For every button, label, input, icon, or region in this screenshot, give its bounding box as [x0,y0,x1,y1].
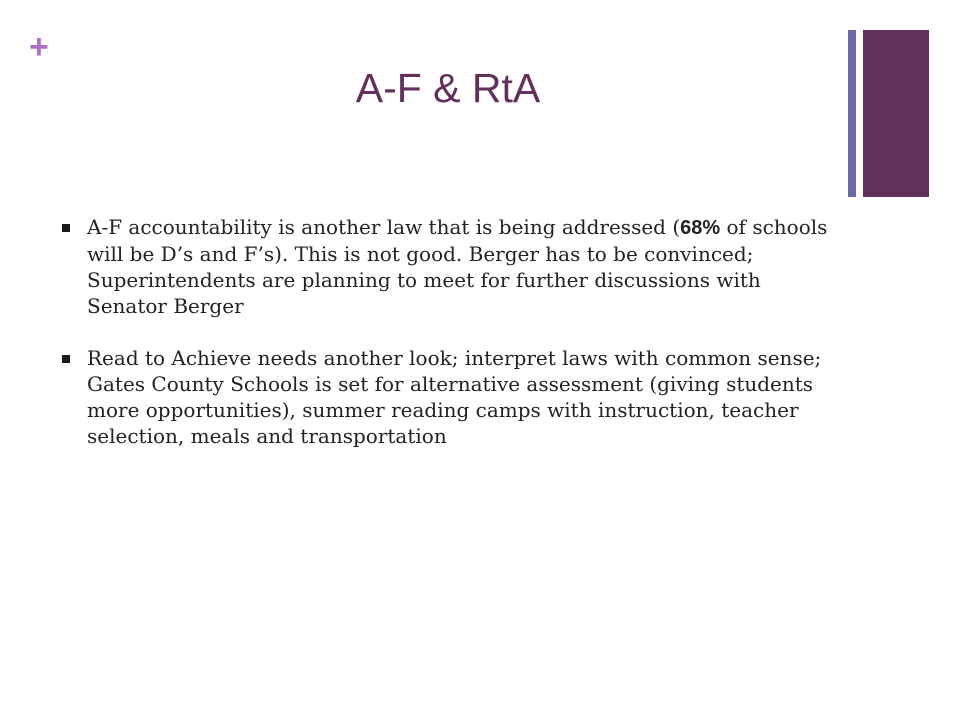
bullet-item-af-accountability [62,214,842,319]
bullet-text-part: A-F accountability is another law that is being addressed ( [87,215,681,239]
bullet-text-part: of schools will be D’s and F’s). This is not good. Berger has to be convinced; Superintendents are planning to meet for further discussions with Senator Berger [87,215,828,318]
slide-title: A-F & RtA [355,65,541,111]
bullet-text: Read to Achieve needs another look; interpret laws with common sense; Gates County Schools is set for alternative assessment (giving students more opportunities), summer reading camps with instruction, teacher selection, meals and transportation [87,346,822,448]
square-bullet-icon [62,355,70,363]
percentage-highlight: 68% [680,217,721,239]
square-bullet-icon [62,224,70,232]
bullet-list [62,214,842,475]
plus-icon: + [29,28,49,66]
bullet-item-read-to-achieve [62,345,842,449]
